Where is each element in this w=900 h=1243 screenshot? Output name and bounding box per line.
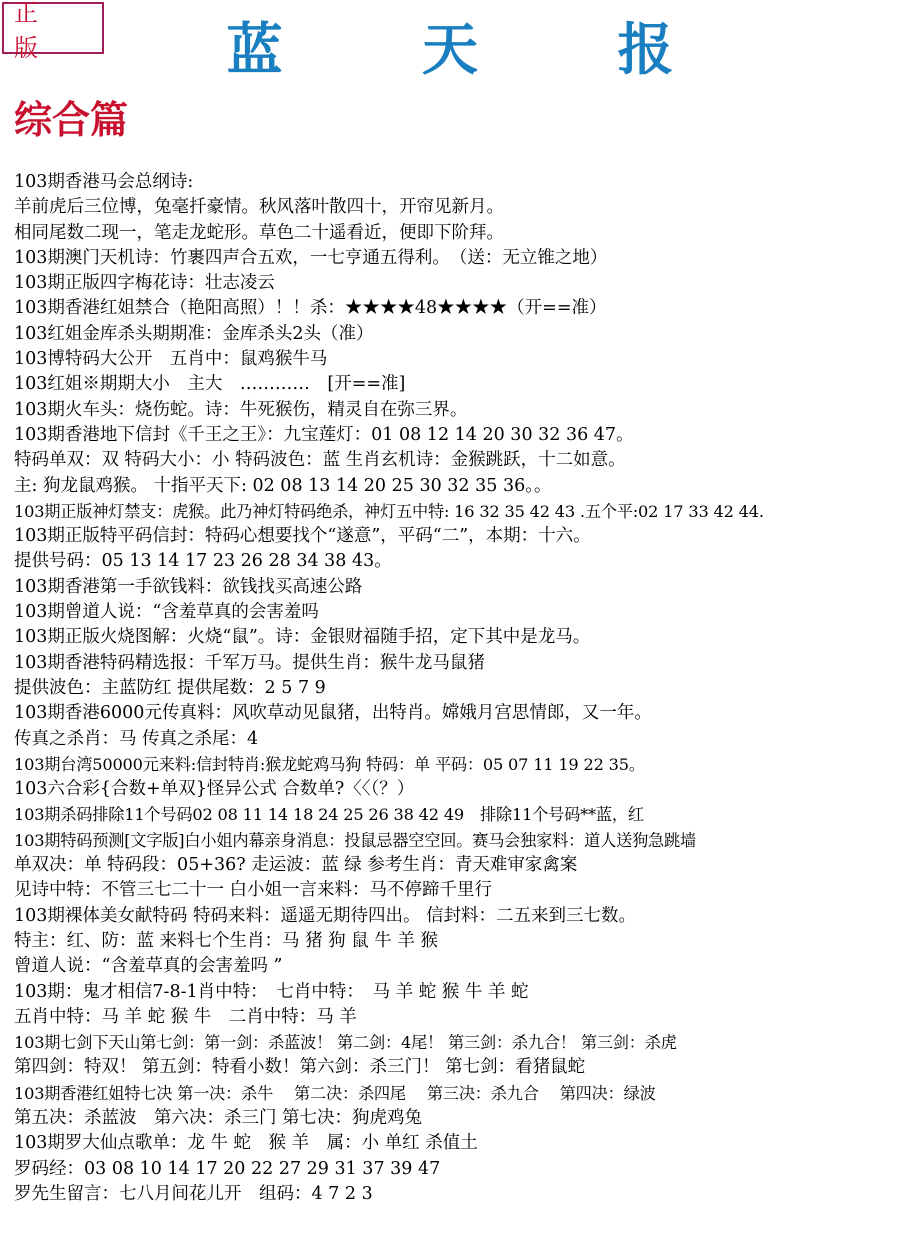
text-line: 103期：鬼才相信7-8-1肖中特： 七肖中特： 马 羊 蛇 猴 牛 羊 蛇 bbox=[14, 981, 529, 1002]
text-line: 103期香港红姐特七决 第一决：杀牛 第二决：杀四尾 第三决：杀九合 第四决：绿波 bbox=[14, 1083, 656, 1103]
text-line: 103六合彩{合数+单双}怪异公式 合数单?〈〈（？） bbox=[14, 779, 415, 800]
section-heading: 综合篇 bbox=[14, 97, 129, 142]
text-line: 103期澳门天机诗：竹裹四声合五欢，一七亨通五得利。 （送：无立锥之地） bbox=[14, 247, 608, 268]
text-line: 103红姐※期期大小 主大 ………… [开==准] bbox=[14, 374, 406, 395]
text-line: 特主：红、防：蓝 来料七个生肖：马 猪 狗 鼠 牛 羊 猴 bbox=[14, 930, 438, 951]
text-line: 103期香港地下信封《千王之王》：九宝莲灯：01 08 12 14 20 30 32 36 47。 bbox=[14, 424, 634, 445]
newspaper-title: 蓝 天 报 bbox=[226, 17, 734, 83]
text-line: 相同尾数二现一，笔走龙蛇形。草色二十遥看近，便即下阶拜。 bbox=[14, 222, 504, 243]
text-line: 103期罗大仙点歌单：龙 牛 蛇 猴 羊 属：小 单红 杀值土 bbox=[14, 1133, 478, 1154]
text-line: 传真之杀肖：马 传真之杀尾：4 bbox=[14, 728, 259, 749]
text-line: 103期火车头：烧伤蛇。诗：牛死猴伤，精灵自在弥三界。 bbox=[14, 399, 468, 420]
text-line: 103红姐金库杀头期期准：金库杀头2头（准） bbox=[14, 323, 374, 344]
text-line: 103期香港6000元传真料：风吹草动见鼠猪，出特肖。嫦娥月宫思情郎，又一年。 bbox=[14, 703, 652, 724]
text-line: 103期香港红姐禁合（艳阳高照）！！杀：★★★★48★★★★（开==准） bbox=[14, 298, 607, 319]
text-line: 103期正版火烧图解：火烧“鼠”。诗：金银财福随手招，定下其中是龙马。 bbox=[14, 627, 591, 648]
text-line: 103期七剑下天山第七剑：第一剑：杀蓝波！ 第二剑：4尾！ 第三剑：杀九合！ 第三剑：杀虎 bbox=[14, 1033, 677, 1053]
text-line: 103期曾道人说：“含羞草真的会害羞吗 bbox=[14, 602, 319, 623]
text-line: 五肖中特：马 羊 蛇 猴 牛 二肖中特：马 羊 bbox=[14, 1006, 357, 1027]
text-line: 单双决：单 特码段：05+36? 走运波：蓝 绿 参考生肖：青天难审家禽案 bbox=[14, 855, 578, 876]
edition-badge: 正 版 bbox=[2, 2, 104, 54]
text-line: 103期香港特码精选报：千军万马。提供生肖：猴牛龙马鼠猪 bbox=[14, 652, 485, 673]
text-line: 罗码经：03 08 10 14 17 20 22 27 29 31 37 39 47 bbox=[14, 1158, 441, 1179]
text-line: 103期正版神灯禁支：虎猴。此乃神灯特码绝杀，神灯五中特: 16 32 35 42 43 .五个平:02 17 33 42 44. bbox=[14, 501, 764, 521]
content-body bbox=[14, 170, 896, 1207]
text-line: 103期香港第一手欲钱料：欲钱找买高速公路 bbox=[14, 576, 363, 597]
text-line: 罗先生留言：七八月间花儿开 组码：4 7 2 3 bbox=[14, 1183, 373, 1204]
text-line: 第五决：杀蓝波 第六决：杀三门 第七决：狗虎鸡兔 bbox=[14, 1107, 423, 1128]
text-line: 特码单双：双 特码大小：小 特码波色：蓝 生肖玄机诗：金猴跳跃，十二如意。 bbox=[14, 450, 626, 471]
text-line: 提供号码：05 13 14 17 23 26 28 34 38 43。 bbox=[14, 551, 392, 572]
text-line: 103期台湾50000元来料:信封特肖:猴龙蛇鸡马狗 特码：单 平码：05 07 11 19 22 35。 bbox=[14, 754, 645, 774]
text-line: 见诗中特：不管三七二十一 白小姐一言来料：马不停蹄千里行 bbox=[14, 880, 493, 901]
text-line: 103期香港马会总纲诗: bbox=[14, 172, 194, 192]
text-line: 曾道人说：“含羞草真的会害羞吗 ” bbox=[14, 956, 283, 977]
text-line: 第四剑：特双！ 第五剑：特看小数！第六剑：杀三门！ 第七剑：看猪鼠蛇 bbox=[14, 1057, 586, 1078]
text-line: 羊前虎后三位博，兔毫扦豪情。秋风落叶散四十，开帘见新月。 bbox=[14, 197, 504, 218]
text-line: 103期特码预测[文字版]白小姐内幕亲身消息：投鼠忌器空空回。赛马会独家料：道人送狗急跳墙 bbox=[14, 830, 697, 850]
text-line: 103期正版四字梅花诗：壮志凌云 bbox=[14, 273, 275, 294]
text-line: 主: 狗龙鼠鸡猴。 十指平天下: 02 08 13 14 20 25 30 32 35 36。。 bbox=[14, 475, 552, 496]
text-line: 提供波色：主蓝防红 提供尾数：2 5 7 9 bbox=[14, 677, 326, 698]
text-line: 103博特码大公开 五肖中：鼠鸡猴牛马 bbox=[14, 349, 328, 370]
text-line: 103期正版特平码信封：特码心想要找个“遂意”，平码“二”，本期：十六。 bbox=[14, 526, 591, 547]
text-line: 103期杀码排除11个号码02 08 11 14 18 24 25 26 38 42 49 排除11个号码**蓝，红 bbox=[14, 805, 644, 825]
text-line: 103期裸体美女献特码 特码来料：遥遥无期待四出。 信封料：二五来到三七数。 bbox=[14, 905, 637, 926]
